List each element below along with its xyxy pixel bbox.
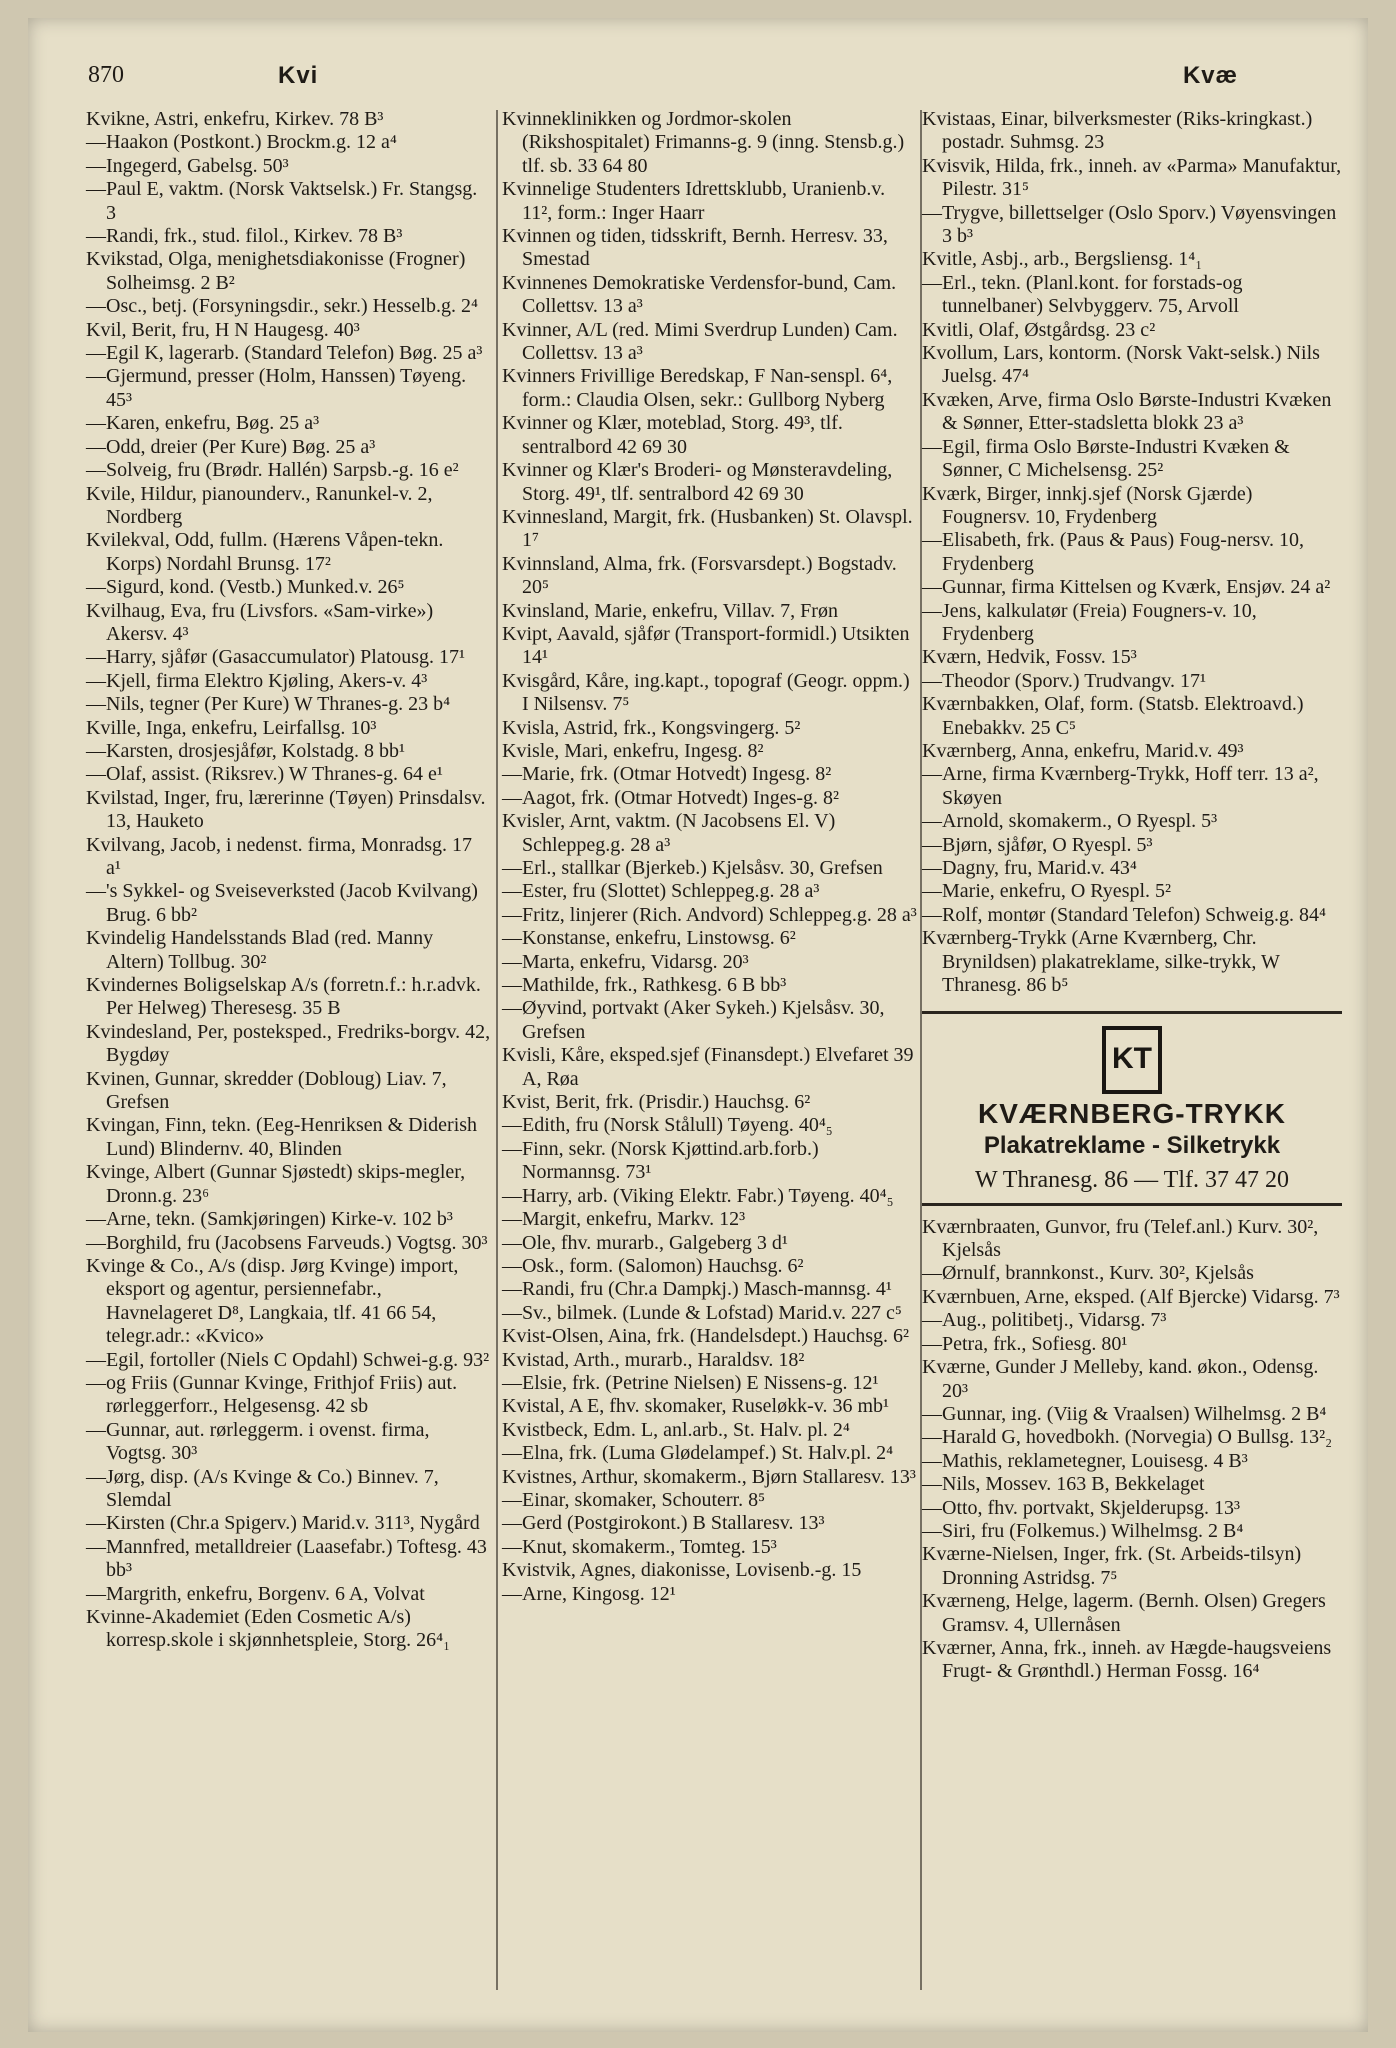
directory-entry: Kvist-Olsen, Aina, frk. (Handelsdept.) Hauchsg. 6² (502, 1325, 910, 1348)
directory-entry: —Sigurd, kond. (Vestb.) Munked.v. 26⁵ (86, 576, 405, 599)
directory-entry: Kværnbraaten, Gunvor, fru (Telef.anl.) Kurv. 30², Kjelsås (922, 1215, 1319, 1262)
directory-entry: —Arne, firma Kværnberg-Trykk, Hoff terr. 13 a², Skøyen (922, 763, 1319, 809)
directory-entry: —Ørnulf, brannkonst., Kurv. 30², Kjelsås (922, 1262, 1254, 1285)
directory-entry: —Jens, kalkulatør (Freia) Fougners-v. 10, Frydenberg (922, 599, 1257, 645)
directory-entry: Kvinnen og tiden, tidsskrift, Bernh. Herresv. 33, Smestad (502, 225, 888, 271)
directory-entry: —Arnold, skomakerm., O Ryespl. 5³ (922, 810, 1218, 833)
directory-entry: —Øyvind, portvakt (Aker Sykeh.) Kjelsåsv. 30, Grefsen (502, 997, 885, 1043)
column-3-bottom (922, 1216, 1342, 1684)
directory-entry: Kvil, Berit, fru, H N Haugesg. 40³ (86, 318, 360, 341)
directory-entry: Kvikne, Astri, enkefru, Kirkev. 78 B³ (86, 108, 384, 130)
directory-entry: Kvollum, Lars, kontorm. (Norsk Vakt-selsk.) Nils Juelsg. 47⁴ (922, 342, 1320, 388)
directory-entry: —Egil, fortoller (Niels C Opdahl) Schwei-g.g. 93² (86, 1348, 490, 1371)
directory-entry: Kvinen, Gunnar, skredder (Dobloug) Liav. 7, Grefsen (86, 1067, 447, 1114)
directory-entry: —Fritz, linjerer (Rich. Andvord) Schleppeg.g. 28 a³ (502, 903, 917, 926)
directory-entry: —Marie, frk. (Otmar Hotvedt) Ingesg. 8² (502, 763, 832, 786)
directory-entry: Kvikstad, Olga, menighetsdiakonisse (Frogner) Solheimsg. 2 B² (86, 248, 466, 294)
directory-entry: —Egil, firma Oslo Børste-Industri Kvæken & Sønner, C Michelsensg. 25² (922, 435, 1290, 482)
directory-entry: Kværnbakken, Olaf, form. (Statsb. Elektroavd.) Enebakkv. 25 C⁵ (922, 693, 1304, 739)
column-divider (496, 110, 498, 1990)
directory-entry: Kvitle, Asbj., arb., Bergsliensg. 1⁴₁ (922, 248, 1203, 271)
directory-entry: —Arne, tekn. (Samkjøringen) Kirke-v. 102 b³ (86, 1208, 453, 1231)
directory-entry: Kvinner, A/L (red. Mimi Sverdrup Lunden) Cam. Collettsv. 13 a³ (502, 318, 898, 365)
directory-entry: —Karsten, drosjesjåfør, Kolstadg. 8 bb¹ (86, 739, 406, 762)
directory-entry: Kværneng, Helge, lagerm. (Bernh. Olsen) Gregers Gramsv. 4, Ullernåsen (922, 1590, 1326, 1636)
directory-entry: Kværn, Hedvik, Fossv. 15³ (922, 646, 1137, 669)
directory-entry: —Erl., tekn. (Planl.kont. for forstads-og tunnelbaner) Selvbyggerv. 75, Arvoll (922, 271, 1243, 318)
directory-entry: Kvistnes, Arthur, skomakerm., Bjørn Stallaresv. 13³ (502, 1465, 916, 1488)
directory-entry: —Kirsten (Chr.a Spigerv.) Marid.v. 311³, Nygård (86, 1512, 480, 1535)
ad-subtitle: Plakatreklame - Silketrykk (983, 1131, 1281, 1159)
directory-entry: —Einar, skomaker, Schouterr. 8⁵ (502, 1488, 766, 1511)
directory-entry: Kville, Inga, enkefru, Leirfallsg. 10³ (86, 716, 377, 739)
directory-entry: —Aagot, frk. (Otmar Hotvedt) Inges-g. 8² (502, 786, 840, 809)
directory-entry: Kværne, Gunder J Melleby, kand. økon., Odensg. 20³ (922, 1356, 1319, 1402)
directory-entry: Kvilstad, Inger, fru, lærerinne (Tøyen) Prinsdalsv. 13, Hauketo (86, 786, 486, 833)
directory-entry: —Trygve, billettselger (Oslo Sporv.) Vøyensvingen 3 b³ (922, 201, 1337, 248)
page-header (88, 58, 1328, 98)
directory-entry: —Karen, enkefru, Bøg. 25 a³ (86, 412, 320, 435)
directory-entry: —Osk., form. (Salomon) Hauchsg. 6² (502, 1254, 804, 1277)
directory-entry: —Erl., stallkar (Bjerkeb.) Kjelsåsv. 30, Grefsen (502, 857, 883, 879)
directory-entry: Kvisvik, Hilda, frk., inneh. av «Parma» Manufaktur, Pilestr. 31⁵ (922, 154, 1342, 201)
directory-entry: Kvinner og Klær's Broderi- og Mønsteravdeling, Storg. 49¹, tlf. sentralbord 42 69 30 (502, 459, 893, 505)
directory-entry: —Harry, sjåfør (Gasaccumulator) Platousg. 17¹ (86, 646, 466, 669)
directory-entry: Kvilvang, Jacob, i nedenst. firma, Monradsg. 17 a¹ (86, 833, 473, 879)
directory-entry: Kvinner og Klær, moteblad, Storg. 49³, tlf. sentralbord 42 69 30 (502, 412, 843, 458)
directory-entry: —Knut, skomakerm., Tomteg. 15³ (502, 1535, 777, 1558)
column-3-top (922, 108, 1342, 997)
directory-entry: —Siri, fru (Folkemus.) Wilhelmsg. 2 B⁴ (922, 1519, 1244, 1542)
column-2 (502, 108, 918, 1606)
directory-entry: Kvindelig Handelsstands Blad (red. Manny Altern) Tollbug. 30² (86, 927, 434, 973)
header-right-word: Kvæ (1182, 62, 1238, 89)
directory-entry: —Gjermund, presser (Holm, Hanssen) Tøyeng. 45³ (86, 365, 467, 411)
directory-entry: Kvisla, Astrid, frk., Kongsvingerg. 5² (502, 716, 801, 739)
directory-entry: Kvinnelige Studenters Idrettsklubb, Uranienb.v. 11², form.: Inger Haarr (502, 178, 886, 224)
directory-entry: Kvisli, Kåre, eksped.sjef (Finansdept.) Elvefaret 39 A, Røa (502, 1044, 914, 1090)
advertisement (922, 1011, 1342, 1205)
directory-entry: —Gunnar, firma Kittelsen og Kværk, Ensjøv. 24 a² (922, 576, 1331, 599)
directory-entry: Kvinne-Akademiet (Eden Cosmetic A/s) korresp.skole i skjønnhetspleie, Storg. 26⁴₁ (86, 1606, 451, 1652)
directory-entry: Kvinners Frivillige Beredskap, F Nan-senspl. 6⁴, form.: Claudia Olsen, sekr.: Gullborg Nyberg (502, 365, 893, 411)
directory-entry: —Haakon (Postkont.) Brockm.g. 12 a⁴ (86, 131, 397, 154)
directory-entry: Kvisler, Arnt, vaktm. (N Jacobsens El. V) Schleppeg.g. 28 a³ (502, 810, 836, 856)
directory-entry: Kvinnesland, Margit, frk. (Husbanken) St. Olavspl. 1⁷ (502, 505, 913, 552)
directory-entry: —Ole, fhv. murarb., Galgeberg 3 d¹ (502, 1231, 788, 1254)
directory-entry: Kvistal, A E, fhv. skomaker, Ruseløkk-v. 36 mb¹ (502, 1395, 890, 1418)
directory-entry: —Petra, frk., Sofiesg. 80¹ (922, 1332, 1128, 1355)
directory-entry: Kvinnsland, Alma, frk. (Forsvarsdept.) Bogstadv. 20⁵ (502, 552, 897, 599)
directory-entry: —Osc., betj. (Forsyningsdir., sekr.) Hesselb.g. 2⁴ (86, 295, 478, 318)
directory-entry: —Theodor (Sporv.) Trudvangv. 17¹ (922, 669, 1206, 692)
directory-entry: —Jørg, disp. (A/s Kvinge & Co.) Binnev. 7, Slemdal (86, 1465, 439, 1511)
directory-entry: Kvindernes Boligselskap A/s (forretn.f.: h.r.advk. Per Helweg) Theresesg. 35 B (86, 974, 481, 1020)
directory-entry: —Finn, sekr. (Norsk Kjøttind.arb.forb.) Normannsg. 73¹ (502, 1137, 819, 1184)
directory-entry: —Elisabeth, frk. (Paus & Paus) Foug-nersv. 10, Frydenberg (922, 529, 1304, 575)
directory-entry: —Randi, fru (Chr.a Dampkj.) Masch-mannsg. 4¹ (502, 1278, 892, 1301)
directory-entry: —Gunnar, aut. rørleggerm. i ovenst. firma, Vogtsg. 30³ (86, 1418, 430, 1465)
directory-entry: Kvinge & Co., A/s (disp. Jørg Kvinge) import, eksport og agentur, persiennefabr., Havnelageret D⁸, Langkaia, tlf. 41 66 54, telegr.adr.: «Kvico» (86, 1254, 459, 1348)
directory-entry: —Gunnar, ing. (Viig & Vraalsen) Wilhelmsg. 2 B⁴ (922, 1402, 1327, 1425)
directory-entry: Kvisgård, Kåre, ing.kapt., topograf (Geogr. oppm.) I Nilsensv. 7⁵ (502, 669, 910, 716)
directory-entry: Kvistbeck, Edm. L, anl.arb., St. Halv. pl. 2⁴ (502, 1418, 850, 1441)
directory-entry: Kvitli, Olaf, Østgårdsg. 23 c² (922, 318, 1156, 341)
directory-entry: Kværk, Birger, innkj.sjef (Norsk Gjærde) Fougnersv. 10, Frydenberg (922, 482, 1253, 528)
directory-entry: —og Friis (Gunnar Kvinge, Frithjof Friis) aut. rørleggerforr., Helgesensg. 42 sb (86, 1371, 458, 1418)
directory-entry: —Odd, dreier (Per Kure) Bøg. 25 a³ (86, 435, 376, 458)
directory-entry: —Margit, enkefru, Markv. 12³ (502, 1208, 746, 1231)
directory-entry: Kværnberg, Anna, enkefru, Marid.v. 49³ (922, 739, 1244, 762)
directory-entry: Kvilhaug, Eva, fru (Livsfors. «Sam-virke») Akersv. 4³ (86, 599, 434, 645)
directory-entry: Kvilekval, Odd, fullm. (Hærens Våpen-tekn. Korps) Nordahl Brunsg. 17² (86, 529, 444, 575)
header-left-word: Kvi (278, 62, 319, 89)
directory-entry: —Sv., bilmek. (Lunde & Lofstad) Marid.v. 227 c⁵ (502, 1301, 902, 1324)
directory-page (28, 18, 1368, 2032)
directory-entry: —Randi, frk., stud. filol., Kirkev. 78 B³ (86, 225, 403, 248)
directory-entry: —Mathilde, frk., Rathkesg. 6 B bb³ (502, 974, 787, 997)
directory-entry: Kværnberg-Trykk (Arne Kværnberg, Chr. Brynildsen) plakatreklame, silke-trykk, W Thranesg. 86 b⁵ (922, 927, 1280, 997)
directory-entry: Kvindesland, Per, posteksped., Fredriks-borgv. 42, Bygdøy (86, 1020, 491, 1067)
directory-entry: —'s Sykkel- og Sveiseverksted (Jacob Kvilvang) Brug. 6 bb² (86, 880, 478, 926)
directory-entry: —Marta, enkefru, Vidarsg. 20³ (502, 950, 749, 973)
directory-entry: —Bjørn, sjåfør, O Ryespl. 5³ (922, 833, 1153, 856)
ad-contact: W Thranesg. 86 — Tlf. 37 47 20 (975, 1167, 1289, 1194)
directory-entry: —Arne, Kingosg. 12¹ (502, 1582, 676, 1605)
directory-entry: —Olaf, assist. (Riksrev.) W Thranes-g. 64 e¹ (86, 763, 443, 786)
directory-entry: Kvinge, Albert (Gunnar Sjøstedt) skips-megler, Dronn.g. 23⁶ (86, 1161, 466, 1207)
directory-entry: Kværner, Anna, frk., inneh. av Hægde-haugsveiens Frugt- & Grønthdl.) Herman Fossg. 16⁴ (922, 1636, 1332, 1683)
directory-entry: Kvingan, Finn, tekn. (Eeg-Henriksen & Diderish Lund) Blindernv. 40, Blinden (86, 1114, 478, 1160)
directory-entry: Kvist, Berit, frk. (Prisdir.) Hauchsg. 6² (502, 1091, 811, 1114)
directory-entry: Kvipt, Aavald, sjåfør (Transport-formidl.) Utsikten 14¹ (502, 622, 910, 669)
directory-entry: —Nils, tegner (Per Kure) W Thranes-g. 23 b⁴ (86, 693, 451, 716)
directory-entry: —Otto, fhv. portvakt, Skjelderupsg. 13³ (922, 1496, 1240, 1519)
directory-entry: —Ester, fru (Slottet) Schleppeg.g. 28 a³ (502, 880, 820, 903)
directory-entry: —Harald G, hovedbokh. (Norvegia) O Bullsg. 13²₂ (922, 1426, 1333, 1449)
ad-title: KVÆRNBERG-TRYKK (978, 1098, 1286, 1130)
directory-entry: Kvisle, Mari, enkefru, Ingesg. 8² (502, 739, 764, 762)
directory-entry: —Elna, frk. (Luma Glødelampef.) St. Halv.pl. 2⁴ (502, 1442, 894, 1465)
directory-entry: Kværne-Nielsen, Inger, frk. (St. Arbeids-tilsyn) Dronning Astridsg. 7⁵ (922, 1543, 1302, 1589)
directory-entry: —Harry, arb. (Viking Elektr. Fabr.) Tøyeng. 40⁴₅ (502, 1184, 894, 1207)
page-number: 870 (88, 62, 124, 88)
kt-logo-icon: KT (1102, 1026, 1162, 1094)
directory-entry: Kvinnenes Demokratiske Verdensfor-bund, Cam. Collettsv. 13 a³ (502, 271, 897, 318)
directory-entry: —Konstanse, enkefru, Linstowsg. 6² (502, 927, 796, 950)
directory-entry: Kvinneklinikken og Jordmor-skolen (Rikshospitalet) Frimanns-g. 9 (inng. Stensb.g.) tlf. sb. 33 64 80 (502, 108, 905, 177)
directory-entry: —Aug., politibetj., Vidarsg. 7³ (922, 1309, 1167, 1332)
directory-entry: Kvistad, Arth., murarb., Haraldsv. 18² (502, 1348, 805, 1371)
directory-entry: —Elsie, frk. (Petrine Nielsen) E Nissens-g. 12¹ (502, 1371, 879, 1394)
directory-entry: Kværnbuen, Arne, eksped. (Alf Bjercke) Vidarsg. 7³ (922, 1285, 1340, 1308)
directory-entry: —Ingegerd, Gabelsg. 50³ (86, 154, 289, 177)
directory-entry: —Mathis, reklametegner, Louisesg. 4 B³ (922, 1449, 1248, 1472)
directory-entry: —Gerd (Postgirokont.) B Stallaresv. 13³ (502, 1512, 825, 1535)
directory-entry: —Solveig, fru (Brødr. Hallén) Sarpsb.-g. 16 e² (86, 459, 459, 482)
directory-entry: Kvistvik, Agnes, diakonisse, Lovisenb.-g. 15 (502, 1559, 862, 1582)
directory-entry: —Paul E, vaktm. (Norsk Vaktselsk.) Fr. Stangsg. 3 (86, 178, 478, 224)
directory-entry: —Edith, fru (Norsk Stålull) Tøyeng. 40⁴₅ (502, 1114, 833, 1137)
directory-entry: —Kjell, firma Elektro Kjøling, Akers-v. 4³ (86, 669, 428, 692)
column-1 (86, 108, 491, 1653)
directory-entry: —Nils, Mossev. 163 B, Bekkelaget (922, 1473, 1205, 1496)
directory-entry: Kvistaas, Einar, bilverksmester (Riks-kringkast.) postadr. Suhmsg. 23 (922, 108, 1313, 154)
column-3 (922, 108, 1342, 1684)
directory-entry: Kvæken, Arve, firma Oslo Børste-Industri Kvæken & Sønner, Etter-stadsletta blokk 23 a³ (922, 388, 1332, 435)
directory-entry: —Egil K, lagerarb. (Standard Telefon) Bøg. 25 a³ (86, 342, 483, 365)
directory-entry: —Mannfred, metalldreier (Laasefabr.) Toftesg. 43 bb³ (86, 1535, 487, 1582)
directory-entry: Kvinsland, Marie, enkefru, Villav. 7, Frøn (502, 599, 838, 622)
directory-entry: —Dagny, fru, Marid.v. 43⁴ (922, 857, 1137, 879)
directory-entry: —Borghild, fru (Jacobsens Farveuds.) Vogtsg. 30³ (86, 1231, 488, 1254)
directory-entry: —Marie, enkefru, O Ryespl. 5² (922, 880, 1172, 903)
directory-entry: —Rolf, montør (Standard Telefon) Schweig.g. 84⁴ (922, 903, 1327, 926)
directory-entry: Kvile, Hildur, pianounderv., Ranunkel-v. 2, Nordberg (86, 482, 433, 528)
directory-entry: —Margrith, enkefru, Borgenv. 6 A, Volvat (86, 1582, 425, 1605)
